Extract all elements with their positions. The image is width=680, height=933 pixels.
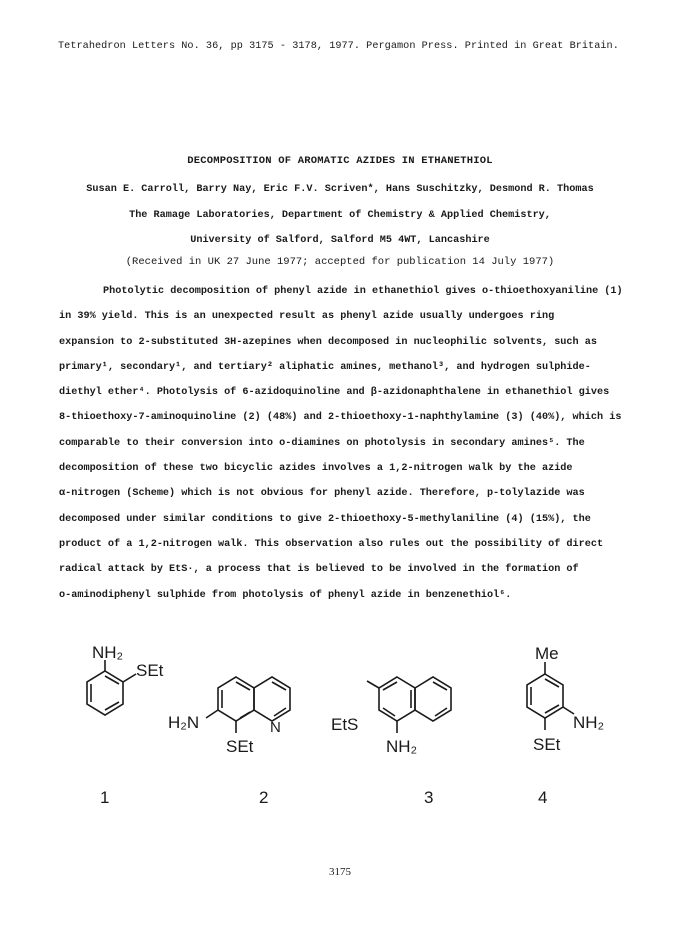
body-line: comparable to their conversion into o-diamines on photolysis in secondary amines⁵. The xyxy=(59,437,585,449)
s1-set-label: SEt xyxy=(136,661,164,680)
structure-4-ring xyxy=(527,662,574,730)
page-number: 3175 xyxy=(329,866,351,878)
body-line: diethyl ether⁴. Photolysis of 6-azidoquinoline and β-azidonaphthalene in ethanethiol gives xyxy=(59,387,610,399)
s2-ring-n-label: N xyxy=(270,719,281,736)
article-title: DECOMPOSITION OF AROMATIC AZIDES IN ETHANETHIOL xyxy=(187,155,493,167)
body-line: in 39% yield. This is an unexpected result as phenyl azide usually undergoes ring xyxy=(59,311,555,323)
s4-nh2-label: NH₂ xyxy=(573,713,605,732)
affiliation-line-1: The Ramage Laboratories, Department of Chemistry & Applied Chemistry, xyxy=(129,210,551,221)
structure-number-2: 2 xyxy=(259,788,269,807)
article-body xyxy=(59,279,623,608)
s4-set-label: SEt xyxy=(533,735,561,754)
body-line: 8-thioethoxy-7-aminoquinoline (2) (48%) and 2-thioethoxy-1-naphthylamine (3) (40%), which is xyxy=(59,412,622,424)
s1-nh2-label: NH₂ xyxy=(92,643,124,662)
affiliation-line-2: University of Salford, Salford M5 4WT, Lancashire xyxy=(190,235,490,246)
body-line: decomposition of these two bicyclic azides involves a 1,2-nitrogen walk by the azide xyxy=(59,463,573,475)
s3-nh2-label: NH₂ xyxy=(386,737,418,756)
s2-h2n-label: H₂N xyxy=(168,713,200,732)
body-line: Photolytic decomposition of phenyl azide in ethanethiol gives o-thioethoxyaniline (1) xyxy=(103,286,623,297)
structure-number-3: 3 xyxy=(424,788,434,807)
s4-me-label: Me xyxy=(535,644,559,663)
structure-3-ring xyxy=(367,677,451,733)
structure-number-1: 1 xyxy=(100,788,110,807)
chemical-structures xyxy=(40,640,660,815)
received-dates: (Received in UK 27 June 1977; accepted for publication 14 July 1977) xyxy=(125,256,555,268)
body-line: primary¹, secondary¹, and tertiary² aliphatic amines, methanol³, and hydrogen sulphide- xyxy=(59,361,591,373)
body-line: expansion to 2-substituted 3H-azepines when decomposed in nucleophilic solvents, such as xyxy=(59,336,597,348)
body-line: radical attack by EtS·, a process that is believed to be involved in the formation of xyxy=(59,564,579,576)
author-list: Susan E. Carroll, Barry Nay, Eric F.V. Scriven*, Hans Suschitzky, Desmond R. Thomas xyxy=(86,184,594,195)
structure-1-ring xyxy=(87,660,136,715)
body-line: product of a 1,2-nitrogen walk. This observation also rules out the possibility of direct xyxy=(59,538,604,550)
structure-number-4: 4 xyxy=(538,788,548,807)
journal-header: Tetrahedron Letters No. 36, pp 3175 - 3178, 1977. Pergamon Press. Printed in Great Britain. xyxy=(58,41,619,52)
body-line: decomposed under similar conditions to give 2-thioethoxy-5-methylaniline (4) (15%), the xyxy=(59,513,591,525)
s2-set-label: SEt xyxy=(226,737,254,756)
body-line: α-nitrogen (Scheme) which is not obvious for phenyl azide. Therefore, p-tolylazide was xyxy=(59,488,585,500)
s3-ets-label: EtS xyxy=(331,715,359,734)
body-line: o-aminodiphenyl sulphide from photolysis of phenyl azide in benzenethiol⁶. xyxy=(59,589,512,601)
